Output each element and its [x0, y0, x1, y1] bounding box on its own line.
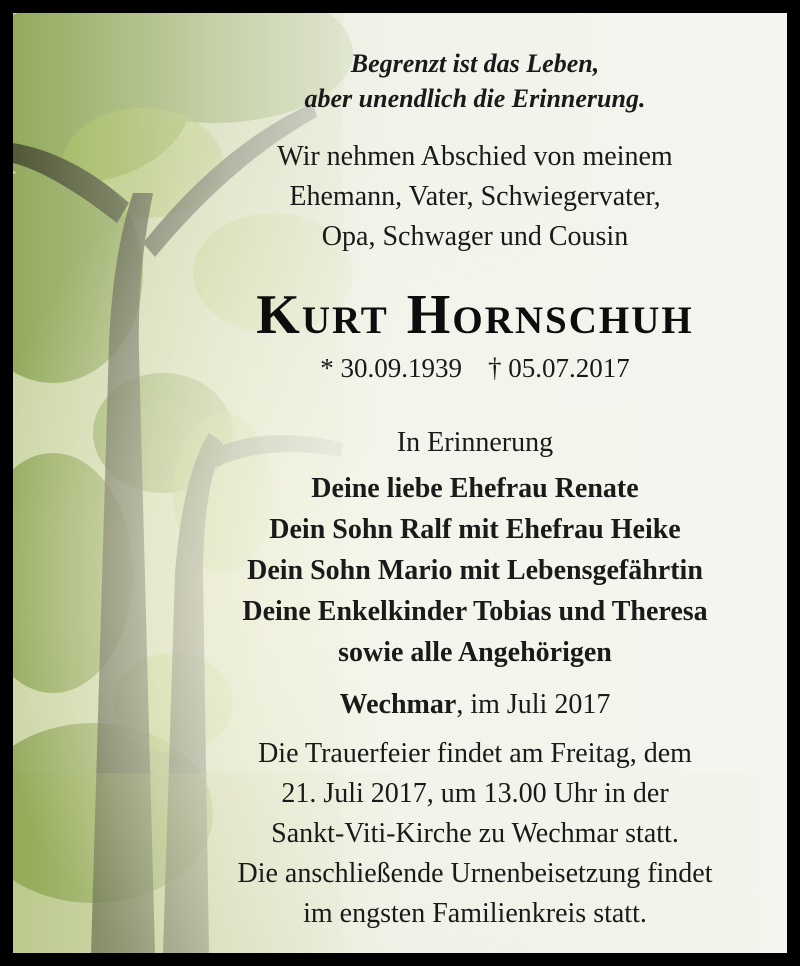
death-date: † 05.07.2017: [488, 353, 630, 383]
first-name: Kurt: [256, 284, 389, 346]
service-line: 21. Juli 2017, um 13.00 Uhr in der: [281, 778, 669, 809]
service-line: Sankt-Viti-Kirche zu Wechmar statt.: [271, 818, 679, 849]
deceased-name: [163, 283, 787, 347]
mourner-line: Dein Sohn Mario mit Lebensgefährtin: [247, 555, 703, 586]
intro-line-2: Ehemann, Vater, Schwiegervater,: [289, 181, 661, 212]
life-dates: [163, 353, 787, 384]
mourner-line: Deine liebe Ehefrau Renate: [311, 473, 639, 504]
place-and-date: [163, 689, 787, 721]
mourner-line: sowie alle Angehörigen: [338, 637, 612, 668]
month-year: , im Juli 2017: [456, 689, 611, 720]
intro-line-3: Opa, Schwager und Cousin: [321, 221, 629, 252]
mourner-line: Dein Sohn Ralf mit Ehefrau Heike: [269, 514, 681, 545]
motto-line-1: Begrenzt ist das Leben,: [350, 49, 600, 78]
service-line: Die anschließende Urnenbeisetzung findet: [237, 858, 713, 889]
motto-line-2: aber unendlich die Erinnerung.: [304, 84, 646, 113]
place-name: Wechmar: [339, 689, 457, 720]
last-name: Hornschuh: [406, 284, 694, 346]
intro-line-1: Wir nehmen Abschied von meinem: [277, 141, 673, 172]
service-line: im engsten Familienkreis statt.: [303, 898, 647, 929]
in-memory-heading: In Erinnerung: [396, 427, 554, 458]
service-line: Die Trauerfeier findet am Freitag, dem: [258, 738, 692, 769]
notice-text-column: [163, 13, 787, 953]
mourner-line: Deine Enkelkinder Tobias und Theresa: [242, 596, 708, 627]
birth-date: * 30.09.1939: [320, 353, 462, 383]
